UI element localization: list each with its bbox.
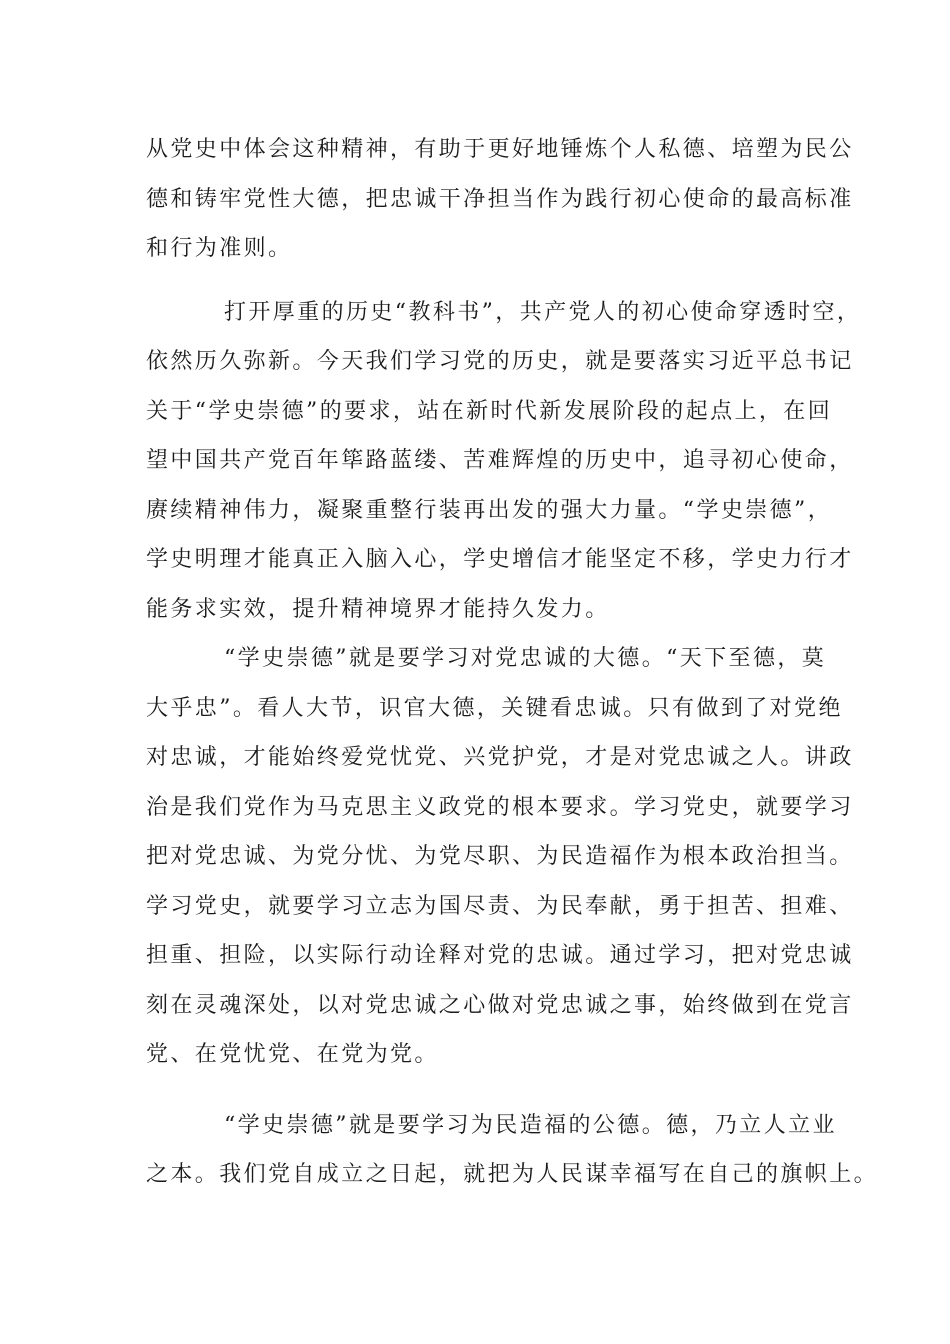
text-line: 依然历久弥新。今天我们学习党的历史，就是要落实习近平总书记	[146, 349, 854, 374]
text-line: 把对党忠诚、为党分忧、为党尽职、为民造福作为根本政治担当。	[146, 844, 854, 869]
text-line: 学史明理才能真正入脑入心，学史增信才能坚定不移，学史力行才	[146, 547, 854, 572]
text-line: 对忠诚，才能始终爱党忧党、兴党护党，才是对党忠诚之人。讲政	[146, 745, 854, 770]
text-line: 刻在灵魂深处，以对党忠诚之心做对党忠诚之事，始终做到在党言	[146, 993, 854, 1018]
text-line: 打开厚重的历史“教科书”，共产党人的初心使命穿透时空，	[224, 300, 862, 325]
text-line: 党、在党忧党、在党为党。	[146, 1042, 439, 1067]
text-line: 能务求实效，提升精神境界才能持久发力。	[146, 597, 610, 622]
text-line: 从党史中体会这种精神，有助于更好地锤炼个人私德、培塑为民公	[146, 137, 854, 162]
text-line: 赓续精神伟力，凝聚重整行装再出发的强大力量。“学史崇德”，	[146, 498, 833, 523]
text-line: “学史崇德”就是要学习对党忠诚的大德。“天下至德，莫	[224, 646, 827, 671]
text-line: 担重、担险，以实际行动诠释对党的忠诚。通过学习，把对党忠诚	[146, 943, 854, 968]
text-line: 之本。我们党自成立之日起，就把为人民谋幸福写在自己的旗帜上。	[146, 1162, 879, 1187]
text-line: 治是我们党作为马克思主义政党的根本要求。学习党史，就要学习	[146, 795, 854, 820]
text-line: 和行为准则。	[146, 236, 293, 261]
text-line: 关于“学史崇德”的要求，站在新时代新发展阶段的起点上，在回	[146, 399, 833, 424]
text-line: 德和铸牢党性大德，把忠诚干净担当作为践行初心使命的最高标准	[146, 187, 854, 212]
text-line: 望中国共产党百年筚路蓝缕、苦难辉煌的历史中，追寻初心使命，	[146, 448, 854, 473]
text-line: “学史崇德”就是要学习为民造福的公德。德，乃立人立业	[224, 1113, 837, 1138]
text-line: 学习党史，就要学习立志为国尽责、为民奉献，勇于担苦、担难、	[146, 894, 854, 919]
text-line: 大乎忠”。看人大节，识官大德，关键看忠诚。只有做到了对党绝	[146, 696, 843, 721]
